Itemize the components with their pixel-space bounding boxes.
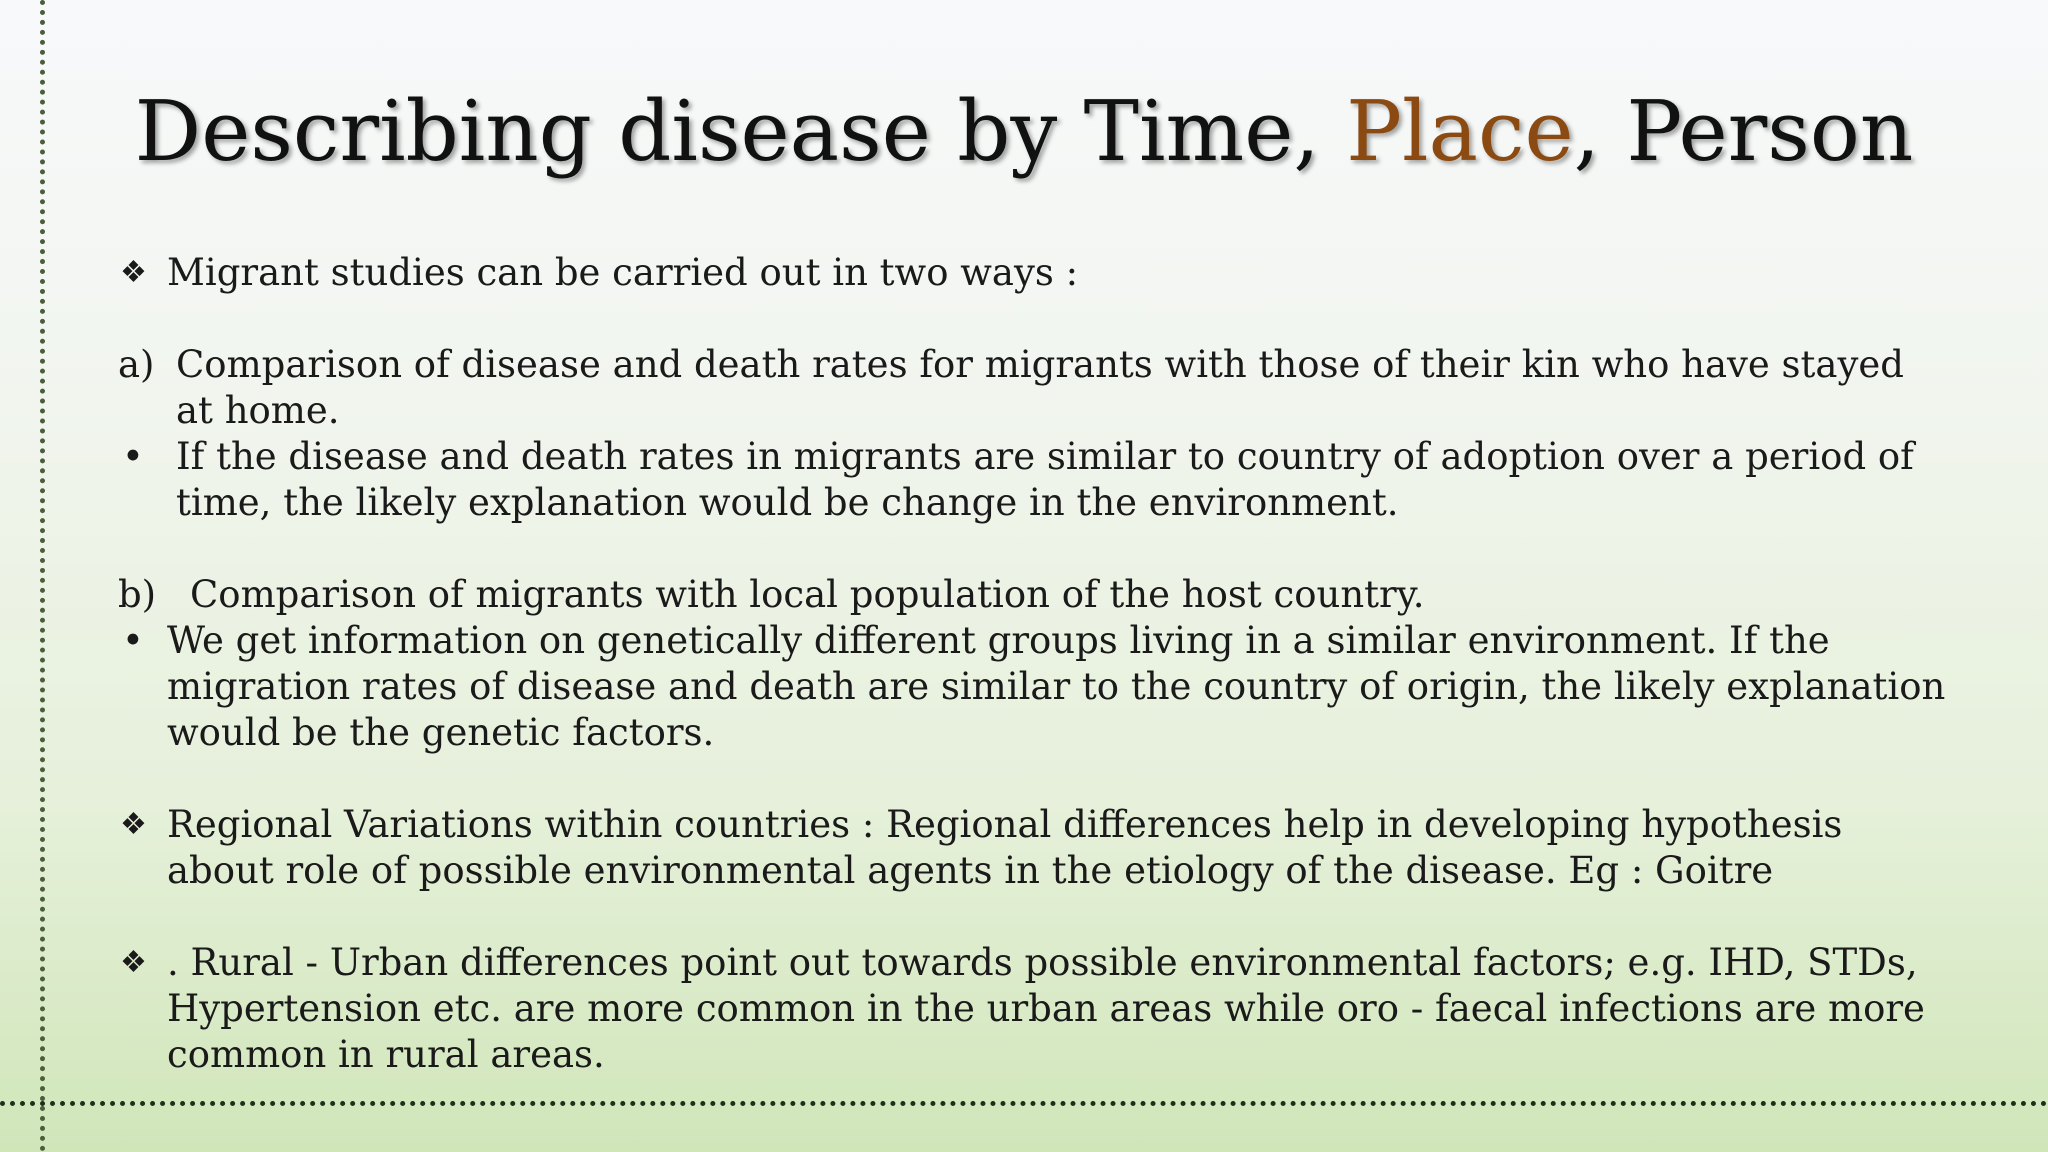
title-part-2: , Person	[1573, 83, 1914, 180]
slide-title	[0, 82, 2048, 182]
intro-text: Migrant studies can be carried out in two ways :	[167, 251, 1079, 294]
way-b-bullet-text: We get information on genetically different groups living in a similar environment. If the migration rates of disease and death are similar to the country of origin, the likely explanation would be the genetic factors.	[167, 619, 1946, 754]
regional-point	[118, 802, 1948, 894]
slide-body	[118, 250, 1948, 1078]
bullet-icon: •	[122, 619, 144, 662]
title-highlight: Place	[1346, 83, 1574, 180]
way-b-bullet	[118, 618, 1948, 756]
rural-urban-text: . Rural - Urban differences point out towards possible environmental factors; e.g. IHD, STDs, Hypertension etc. are more common in the urban areas while oro - faecal infections are more common in rural areas.	[167, 941, 1925, 1076]
spacer	[118, 894, 1948, 940]
diamond-bullet-icon: ❖	[120, 807, 147, 842]
title-part-1: Describing disease by Time,	[134, 83, 1347, 180]
spacer	[118, 296, 1948, 342]
way-a-marker: a)	[118, 343, 155, 386]
way-a-item	[118, 342, 1948, 434]
bullet-icon: •	[122, 435, 144, 478]
spacer	[118, 526, 1948, 572]
way-a-bullet-text: If the disease and death rates in migrants are similar to country of adoption over a period of time, the likely explanation would be change in the environment.	[176, 435, 1914, 524]
diamond-bullet-icon: ❖	[120, 255, 147, 290]
regional-text: Regional Variations within countries : Regional differences help in developing hypothesis about role of possible environmental agents in the etiology of the disease. Eg : Goitre	[167, 803, 1843, 892]
diamond-bullet-icon: ❖	[120, 945, 147, 980]
way-b-text: Comparison of migrants with local population of the host country.	[190, 573, 1425, 616]
bottom-dotted-border	[0, 1101, 2048, 1106]
spacer	[118, 756, 1948, 802]
way-a-text: Comparison of disease and death rates for migrants with those of their kin who have stayed at home.	[176, 343, 1904, 432]
way-b-item	[118, 572, 1948, 618]
intro-point	[118, 250, 1948, 296]
rural-urban-point	[118, 940, 1948, 1078]
way-a-bullet	[118, 434, 1948, 526]
way-b-marker: b)	[118, 573, 157, 616]
